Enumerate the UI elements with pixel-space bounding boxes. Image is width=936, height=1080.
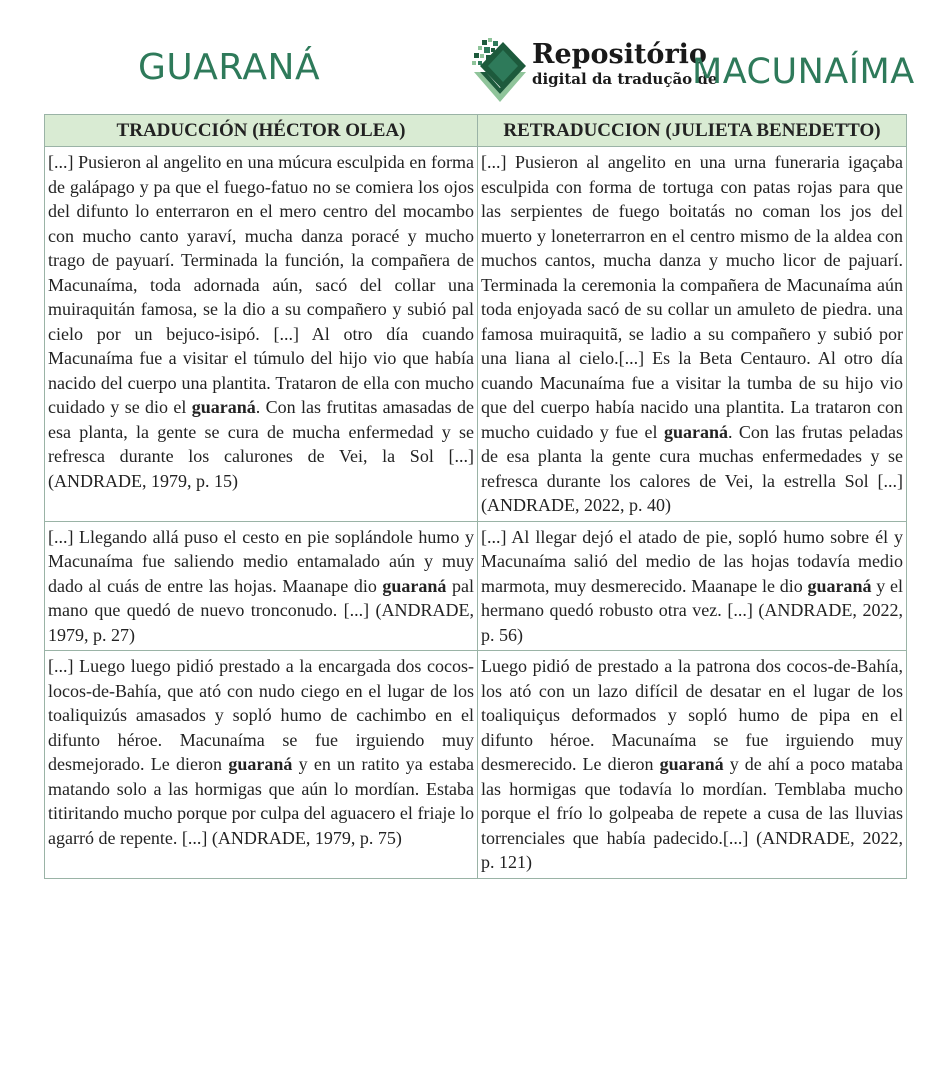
retranslation-cell xyxy=(478,651,907,879)
repository-logo xyxy=(532,39,915,92)
table-row xyxy=(45,651,907,879)
keyword: guaraná xyxy=(807,575,872,596)
translation-cell xyxy=(45,651,478,879)
cell-text: [...] Luego luego pidió prestado a la encargada dos cocos-locos-de-Bahía, que ató con nudo ciego en el lugar de los toaliquizús amasados y sopló humo de cachimbo en el difunto héroe. Macunaíma se fue irguiendo muy desmejorado. Le dieron xyxy=(48,656,474,774)
keyword: guaraná xyxy=(663,421,728,442)
cell-text: . Con las frutitas amasadas de esa planta, la gente se cura de mucha enfermedad y se refresca durante los calurones de Vei, la Sol [...] (ANDRADE, 1979, p. 15) xyxy=(48,397,474,491)
cell-text: y de ahí a poco mataba las hormigas que todavía lo mordían. Temblaba mucho porque el frío lo golpeaba de repete a cusa de las lluvias torrenciales que había padecido.[...] (ANDRADE, 2022, p. 121) xyxy=(481,754,903,872)
table-header-row xyxy=(45,115,907,147)
entry-title: GUARANÁ xyxy=(138,47,321,88)
table-row xyxy=(45,521,907,651)
cell-text: [...] Pusieron al angelito en una urna funeraria igaçaba esculpida con forma de tortuga con patas rojas para que las serpientes de fuego boitatás no coman los jos del muerto y loneterrarron en el centro mismo de la aldea con muchos cantos, mucha danza y mucho licor de pajuarí. Terminada la ceremonia la compañera de Macunaíma aún toda enjoyada sacó de su collar un amuleto de piedra. una famosa muiraquitã, se ladio a su compañero y subió por una liana al cielo.[...] Es la Beta Centauro. Al otro día cuando Macunaíma fue a visitar la tumba de su hijo vio que del cuerpo había nacido una plantita. La trataron con mucho cuidado y fue el xyxy=(481,152,903,442)
cell-text: [...] Pusieron al angelito en una múcura esculpida en forma de galápago y pa que el fuego-fatuo no se comiera los ojos del difunto lo enterraron en el mero centro del mocambo con mucho canto yaraví, mucha danza poracé y mucho trago de payuarí. Terminada la función, la compañera de Macunaíma, toda adornada aún, sacó del collar una muiraquitán famosa, se la dio a su compañero y subió pal cielo por un bejuco-isipó. [...] Al otro día cuando Macunaíma fue a visitar el túmulo del hijo vio que había nacido del cuerpo una plantita. Trataron de ella con mucho cuidado y se dio el xyxy=(48,152,474,417)
translation-cell xyxy=(45,521,478,651)
logo-brand: MACUNAÍMA xyxy=(692,52,915,92)
cell-text: Luego pidió de prestado a la patrona dos cocos-de-Bahía, los ató con un lazo difícil de desatar en el lugar de los toaliquiçus deformados y sopló humo de pipa en el difunto héroe. Macunaíma se fue irguiendo muy desmerecido. Le dieron xyxy=(481,656,903,774)
table-row xyxy=(45,147,907,522)
page-header xyxy=(0,0,936,112)
logo-subtitle: digital da tradução de xyxy=(532,70,718,88)
column-header-retranslation: RETRADUCCION (JULIETA BENEDETTO) xyxy=(478,115,907,147)
repository-logo-icon xyxy=(470,36,528,106)
cell-text: y el hermano quedó robusto otra vez. [...] (ANDRADE, 2022, p. 56) xyxy=(481,575,903,645)
cell-text: pal mano que quedó de nuevo tronconudo. [...] (ANDRADE, 1979, p. 27) xyxy=(48,575,474,645)
keyword: guaraná xyxy=(228,754,293,774)
keyword: guaraná xyxy=(191,397,256,417)
cell-text: y en un ratito ya estaba matando solo a las hormigas que aún lo mordían. Estaba titiritando mucho porque por culpa del aguacero el friaje lo agarró de repente. [...] (ANDRADE, 1979, p. 75) xyxy=(48,754,474,848)
column-header-translation: TRADUCCIÓN (HÉCTOR OLEA) xyxy=(45,115,478,147)
retranslation-cell xyxy=(478,147,907,522)
cell-text: [...] Al llegar dejó el atado de pie, sopló humo sobre él y Macunaíma salió del medio de las hojas todavía medio marmota, muy desmerecido. Maanape le dio xyxy=(481,526,903,596)
logo-title: Repositório xyxy=(532,39,707,70)
cell-text: . Con las frutas peladas de esa planta la gente cura muchas enfermedades y se refresca durante los calores de Vei, la estrella Sol [...] (ANDRADE, 2022, p. 40) xyxy=(481,421,903,515)
cell-text: [...] Llegando allá puso el cesto en pie soplándole humo y Macunaíma fue saliendo medio entamalado aún y muy dado al cuás de entre las hojas. Maanape dio xyxy=(48,526,474,596)
retranslation-cell xyxy=(478,521,907,651)
translation-table xyxy=(44,114,907,879)
translation-cell xyxy=(45,147,478,522)
keyword: guaraná xyxy=(382,575,447,596)
keyword: guaraná xyxy=(659,754,724,774)
